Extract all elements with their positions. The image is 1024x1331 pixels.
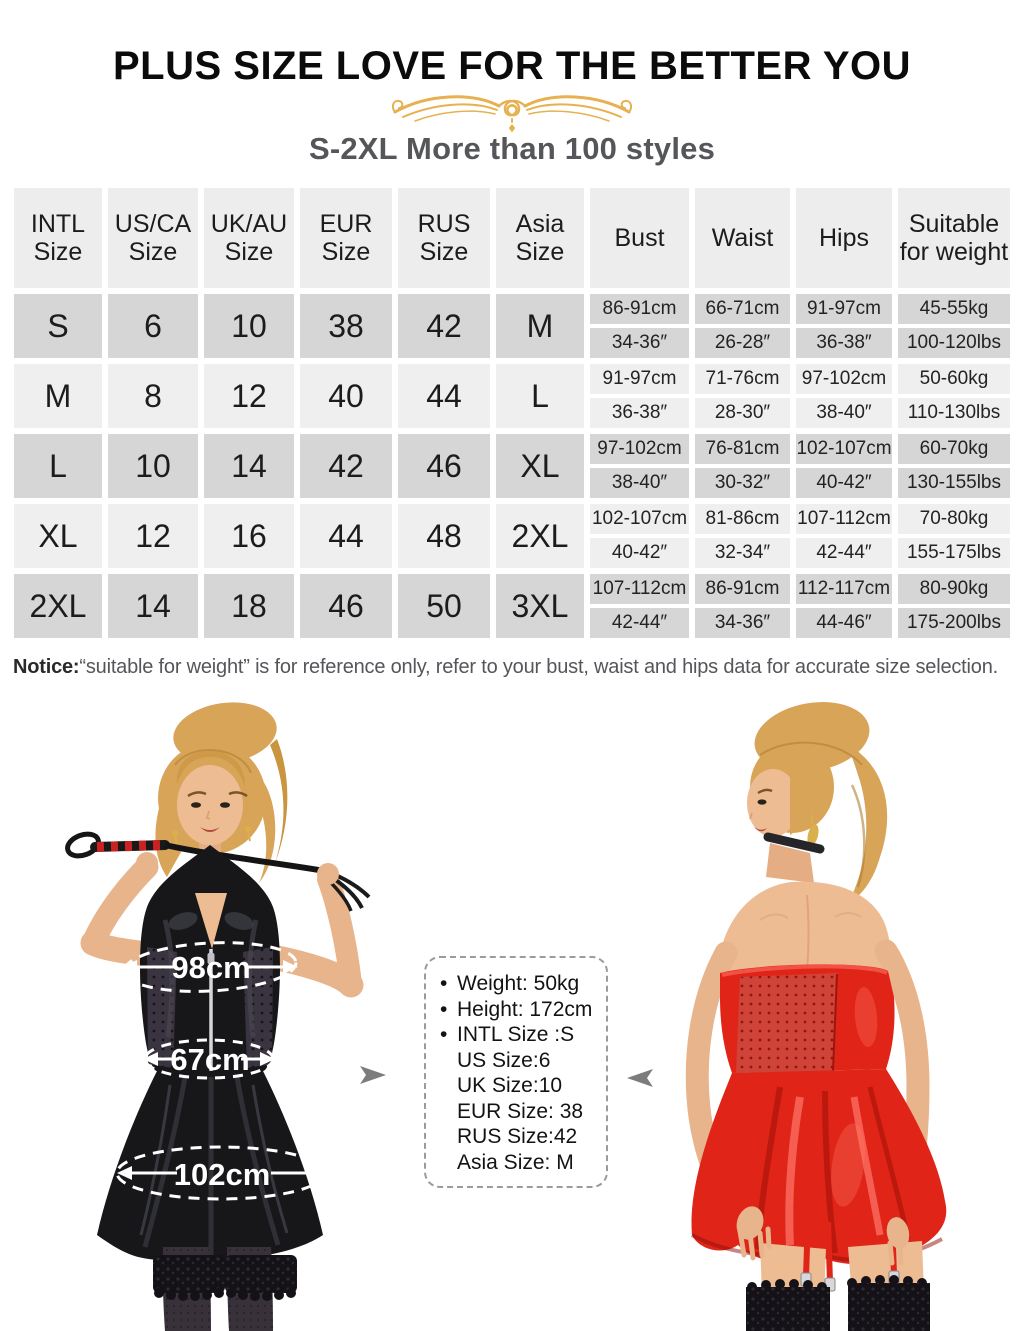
bullet: • (440, 1023, 448, 1046)
size-cell: 10 (108, 434, 198, 498)
waist-measurement-label: 67cm (170, 1042, 250, 1077)
bust-cell: 102-107cm 40-42″ (590, 504, 689, 568)
hips-measurement-label: 102cm (173, 1157, 271, 1192)
size-cell: S (14, 294, 102, 358)
gold-flourish-ornament (387, 88, 637, 134)
waist-cell: 76-81cm 30-32″ (695, 434, 790, 498)
bullet (440, 1099, 457, 1125)
bust-cell: 91-97cm 36-38″ (590, 364, 689, 428)
info-line: • INTL Size :S (440, 1023, 575, 1046)
back-model-photo (640, 695, 1024, 1331)
header-cell: US/CA Size (108, 188, 198, 288)
size-cell: 18 (204, 574, 294, 638)
size-cell: 44 (300, 504, 392, 568)
header-cell: Hips (796, 188, 892, 288)
size-cell: 38 (300, 294, 392, 358)
size-cell: XL (14, 504, 102, 568)
bust-cell: 86-91cm 34-36″ (590, 294, 689, 358)
info-line: US Size:6 (440, 1048, 598, 1074)
header-cell: Asia Size (496, 188, 584, 288)
notice-label: Notice: (13, 656, 80, 678)
size-cell: 3XL (496, 574, 584, 638)
header-cell: Waist (695, 188, 790, 288)
size-cell: 14 (204, 434, 294, 498)
info-line: • Height: 172cm (440, 997, 593, 1021)
info-line: EUR Size: 38 (440, 1099, 598, 1125)
size-cell: 10 (204, 294, 294, 358)
size-cell: 12 (108, 504, 198, 568)
size-cell: 48 (398, 504, 490, 568)
size-cell: 14 (108, 574, 198, 638)
info-line: • Weight: 50kg (440, 972, 580, 995)
arrow-right-icon (360, 1064, 386, 1086)
header-cell: UK/AU Size (204, 188, 294, 288)
bust-measurement-label: 98cm (171, 950, 251, 985)
header-cell: Bust (590, 188, 689, 288)
model-info-box (424, 956, 608, 1188)
page-subtitle: S-2XL More than 100 styles (308, 131, 716, 166)
size-cell: 42 (398, 294, 490, 358)
info-line: Asia Size: M (440, 1150, 598, 1176)
hips-cell: 91-97cm 36-38″ (796, 294, 892, 358)
header-cell: RUS Size (398, 188, 490, 288)
weight-cell: 60-70kg 130-155lbs (898, 434, 1010, 498)
size-cell: M (496, 294, 584, 358)
size-cell: M (14, 364, 102, 428)
size-cell: 42 (300, 434, 392, 498)
size-cell: 46 (398, 434, 490, 498)
size-cell: 2XL (496, 504, 584, 568)
hips-cell: 102-107cm 40-42″ (796, 434, 892, 498)
size-cell: 16 (204, 504, 294, 568)
bullet (440, 1048, 457, 1074)
waist-cell: 86-91cm 34-36″ (695, 574, 790, 638)
waist-cell: 66-71cm 26-28″ (695, 294, 790, 358)
info-line: UK Size:10 (440, 1073, 598, 1099)
waist-cell: 71-76cm 28-30″ (695, 364, 790, 428)
size-cell: 44 (398, 364, 490, 428)
bust-cell: 97-102cm 38-40″ (590, 434, 689, 498)
hips-cell: 107-112cm 42-44″ (796, 504, 892, 568)
page-title: PLUS SIZE LOVE FOR THE BETTER YOU (112, 44, 912, 88)
size-cell: 2XL (14, 574, 102, 638)
size-table (14, 188, 1010, 638)
weight-cell: 70-80kg 155-175lbs (898, 504, 1010, 568)
front-model-photo (25, 695, 395, 1331)
weight-cell: 80-90kg 175-200lbs (898, 574, 1010, 638)
weight-cell: 45-55kg 100-120lbs (898, 294, 1010, 358)
waist-cell: 81-86cm 32-34″ (695, 504, 790, 568)
header-cell: Suitable for weight (898, 188, 1010, 288)
hips-cell: 97-102cm 38-40″ (796, 364, 892, 428)
notice-body: “suitable for weight” is for reference only, refer to your bust, waist and hips data for accurate size selection. (79, 656, 998, 678)
header-cell: INTL Size (14, 188, 102, 288)
size-cell: XL (496, 434, 584, 498)
bullet (440, 1150, 457, 1176)
info-line: RUS Size:42 (440, 1124, 598, 1150)
header-cell: EUR Size (300, 188, 392, 288)
notice-text (13, 656, 1017, 679)
bullet: • (440, 997, 448, 1021)
size-cell: 40 (300, 364, 392, 428)
bullet (440, 1073, 457, 1099)
size-cell: 6 (108, 294, 198, 358)
arrow-left-icon (627, 1067, 653, 1089)
size-cell: 46 (300, 574, 392, 638)
hips-cell: 112-117cm 44-46″ (796, 574, 892, 638)
size-cell: 12 (204, 364, 294, 428)
bullet (440, 1124, 457, 1150)
bust-cell: 107-112cm 42-44″ (590, 574, 689, 638)
size-cell: 50 (398, 574, 490, 638)
size-cell: L (14, 434, 102, 498)
size-cell: 8 (108, 364, 198, 428)
bullet: • (440, 972, 448, 995)
weight-cell: 50-60kg 110-130lbs (898, 364, 1010, 428)
size-cell: L (496, 364, 584, 428)
